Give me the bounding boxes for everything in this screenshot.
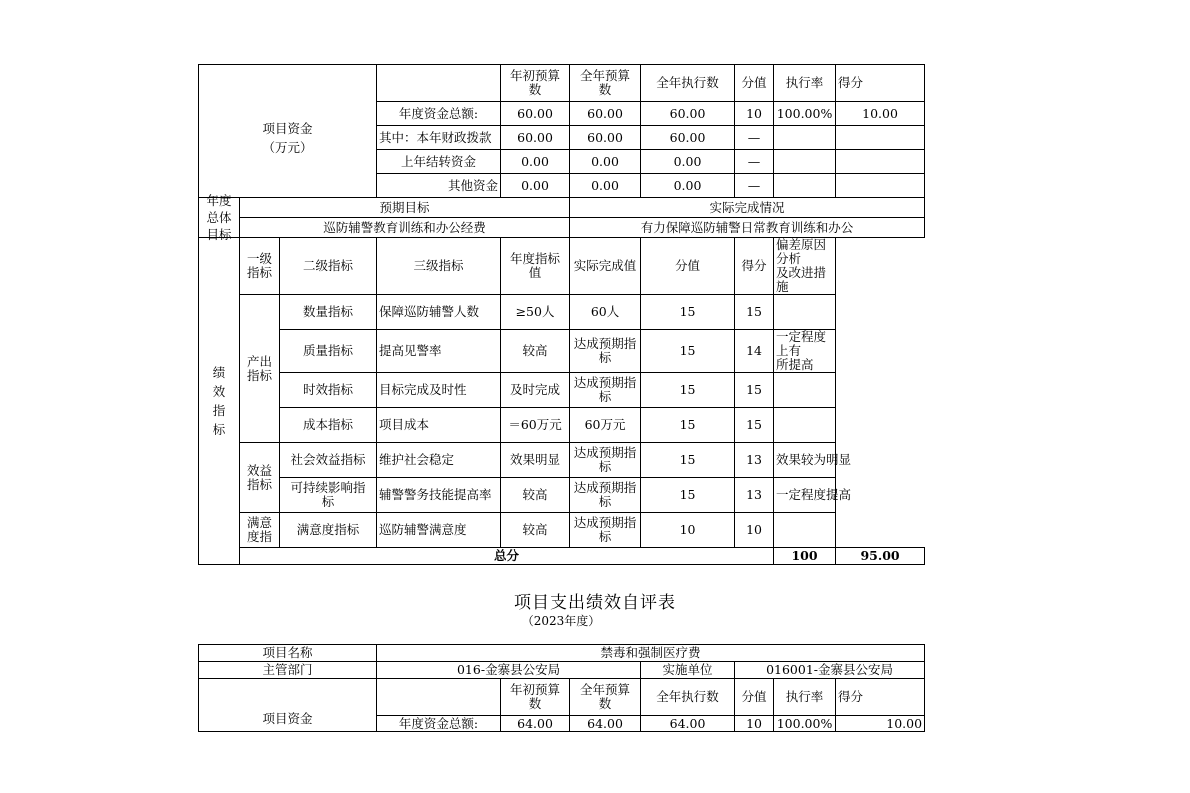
perf-l3: 提高见警率 [377, 330, 501, 373]
perf-l3: 保障巡防辅警人数 [377, 295, 501, 330]
goal-actual-value: 有力保障巡防辅警日常教育训练和办公 [570, 218, 925, 238]
perf-score: 15 [641, 373, 735, 408]
fund-row-c6: 10.00 [836, 716, 925, 732]
performance-table-2 [198, 644, 925, 732]
fund-row-label: 其他资金 [377, 174, 501, 198]
perf-reason: 效果较为明显 [774, 443, 836, 478]
unit-label: 实施单位 [641, 662, 735, 679]
perf-l3: 辅警警务技能提高率 [377, 478, 501, 513]
perf-score: 15 [641, 478, 735, 513]
page-title: 项目支出绩效自评表 [514, 593, 676, 613]
perf-actual: 达成预期指标 [570, 443, 641, 478]
perf-actual: 达成预期指标 [570, 478, 641, 513]
fund-row-c4: — [735, 174, 774, 198]
fund-header-c6: 得分 [836, 65, 925, 102]
project-name-value: 禁毒和强制医疗费 [377, 645, 925, 662]
fund-row-c6 [836, 126, 925, 150]
perf-score: 15 [641, 443, 735, 478]
fund-section-label: 项目资金 [199, 679, 377, 732]
fund-header-c2: 全年预算 数 [570, 679, 641, 716]
perf-score: 10 [641, 513, 735, 548]
fund-row-c4: — [735, 150, 774, 174]
fund-row-c4: 10 [735, 716, 774, 732]
perf-reason [774, 295, 836, 330]
perf-target: 较高 [501, 513, 570, 548]
fund-row-c6: 10.00 [836, 102, 925, 126]
fund-row-c2: 0.00 [570, 150, 641, 174]
perf-l3: 目标完成及时性 [377, 373, 501, 408]
perf-header-actual: 实际完成值 [570, 238, 641, 295]
perf-got: 13 [735, 478, 774, 513]
fund-row-c5 [774, 174, 836, 198]
perf-l3: 项目成本 [377, 408, 501, 443]
goal-expected-value: 巡防辅警教育训练和办公经费 [240, 218, 570, 238]
perf-header-l2: 二级指标 [280, 238, 377, 295]
perf-got: 15 [735, 295, 774, 330]
fund-row-c2: 60.00 [570, 126, 641, 150]
perf-section-label: 绩 效 指 标 [199, 238, 240, 565]
perf-header-target: 年度指标 值 [501, 238, 570, 295]
project-name-label: 项目名称 [199, 645, 377, 662]
total-got: 95.00 [836, 548, 925, 565]
perf-header-l1: 一级 指标 [240, 238, 280, 295]
perf-target: ≥50人 [501, 295, 570, 330]
perf-reason [774, 513, 836, 548]
fund-row-label: 年度资金总额: [377, 102, 501, 126]
perf-group-label: 产出 指标 [240, 295, 280, 443]
perf-reason: 一定程度上有 所提高 [774, 330, 836, 373]
perf-l2: 可持续影响指 标 [280, 478, 377, 513]
fund-row-c2: 60.00 [570, 102, 641, 126]
fund-row-c1: 60.00 [501, 126, 570, 150]
fund-row-c1: 0.00 [501, 174, 570, 198]
fund-header-c3: 全年执行数 [641, 679, 735, 716]
total-score: 100 [774, 548, 836, 565]
perf-group-label: 效益 指标 [240, 443, 280, 513]
page-subtitle: （2023年度） [521, 614, 601, 628]
fund-header-c4: 分值 [735, 679, 774, 716]
performance-table-1 [198, 64, 925, 565]
perf-header-score: 分值 [641, 238, 735, 295]
fund-row-c2: 0.00 [570, 174, 641, 198]
fund-row-label: 其中：本年财政拨款 [377, 126, 501, 150]
unit-value: 016001-金寨县公安局 [735, 662, 925, 679]
perf-got: 13 [735, 443, 774, 478]
perf-l2: 时效指标 [280, 373, 377, 408]
perf-target: 较高 [501, 330, 570, 373]
fund-row-c5: 100.00% [774, 102, 836, 126]
goal-expected-header: 预期目标 [240, 198, 570, 218]
perf-score: 15 [641, 408, 735, 443]
fund-row-c6 [836, 174, 925, 198]
perf-target: ＝60万元 [501, 408, 570, 443]
perf-got: 15 [735, 408, 774, 443]
fund-row-c5 [774, 126, 836, 150]
perf-actual: 达成预期指标 [570, 330, 641, 373]
fund-row-c3: 64.00 [641, 716, 735, 732]
fund-row-c4: — [735, 126, 774, 150]
fund-header-c5: 执行率 [774, 679, 836, 716]
perf-header-reason: 偏差原因分析 及改进措施 [774, 238, 836, 295]
fund-header-c6: 得分 [836, 679, 925, 716]
fund-header-c4: 分值 [735, 65, 774, 102]
perf-actual: 60人 [570, 295, 641, 330]
dept-value: 016-金寨县公安局 [377, 662, 641, 679]
fund-section-label: 项目资金 （万元） [199, 65, 377, 198]
perf-got: 15 [735, 373, 774, 408]
total-label: 总分 [240, 548, 774, 565]
goal-section-label: 年度 总体 目标 [199, 198, 240, 238]
fund-header-c3: 全年执行数 [641, 65, 735, 102]
fund-row-c1: 0.00 [501, 150, 570, 174]
perf-score: 15 [641, 295, 735, 330]
fund-row-c3: 60.00 [641, 126, 735, 150]
fund-header-blank [377, 65, 501, 102]
perf-actual: 达成预期指标 [570, 373, 641, 408]
fund-row-c5: 100.00% [774, 716, 836, 732]
perf-l2: 社会效益指标 [280, 443, 377, 478]
fund-header-blank [377, 679, 501, 716]
perf-target: 较高 [501, 478, 570, 513]
fund-header-c5: 执行率 [774, 65, 836, 102]
perf-group-label: 满意 度指 [240, 513, 280, 548]
fund-row-c2: 64.00 [570, 716, 641, 732]
dept-label: 主管部门 [199, 662, 377, 679]
fund-row-c3: 0.00 [641, 174, 735, 198]
fund-row-c5 [774, 150, 836, 174]
perf-reason: 一定程度提高 [774, 478, 836, 513]
perf-actual: 达成预期指标 [570, 513, 641, 548]
fund-row-c3: 60.00 [641, 102, 735, 126]
perf-target: 效果明显 [501, 443, 570, 478]
perf-got: 10 [735, 513, 774, 548]
perf-l2: 成本指标 [280, 408, 377, 443]
perf-got: 14 [735, 330, 774, 373]
perf-l3: 维护社会稳定 [377, 443, 501, 478]
fund-row-c3: 0.00 [641, 150, 735, 174]
perf-actual: 60万元 [570, 408, 641, 443]
goal-actual-header: 实际完成情况 [570, 198, 925, 218]
perf-reason [774, 373, 836, 408]
fund-row-c1: 60.00 [501, 102, 570, 126]
fund-row-label: 上年结转资金 [377, 150, 501, 174]
fund-row-c4: 10 [735, 102, 774, 126]
perf-l2: 质量指标 [280, 330, 377, 373]
fund-row-label: 年度资金总额: [377, 716, 501, 732]
fund-header-c2: 全年预算 数 [570, 65, 641, 102]
perf-header-got: 得分 [735, 238, 774, 295]
perf-target: 及时完成 [501, 373, 570, 408]
fund-header-c1: 年初预算 数 [501, 679, 570, 716]
perf-reason [774, 408, 836, 443]
perf-l2: 数量指标 [280, 295, 377, 330]
fund-row-c1: 64.00 [501, 716, 570, 732]
perf-l2: 满意度指标 [280, 513, 377, 548]
fund-header-c1: 年初预算 数 [501, 65, 570, 102]
perf-header-l3: 三级指标 [377, 238, 501, 295]
perf-score: 15 [641, 330, 735, 373]
perf-l3: 巡防辅警满意度 [377, 513, 501, 548]
fund-row-c6 [836, 150, 925, 174]
